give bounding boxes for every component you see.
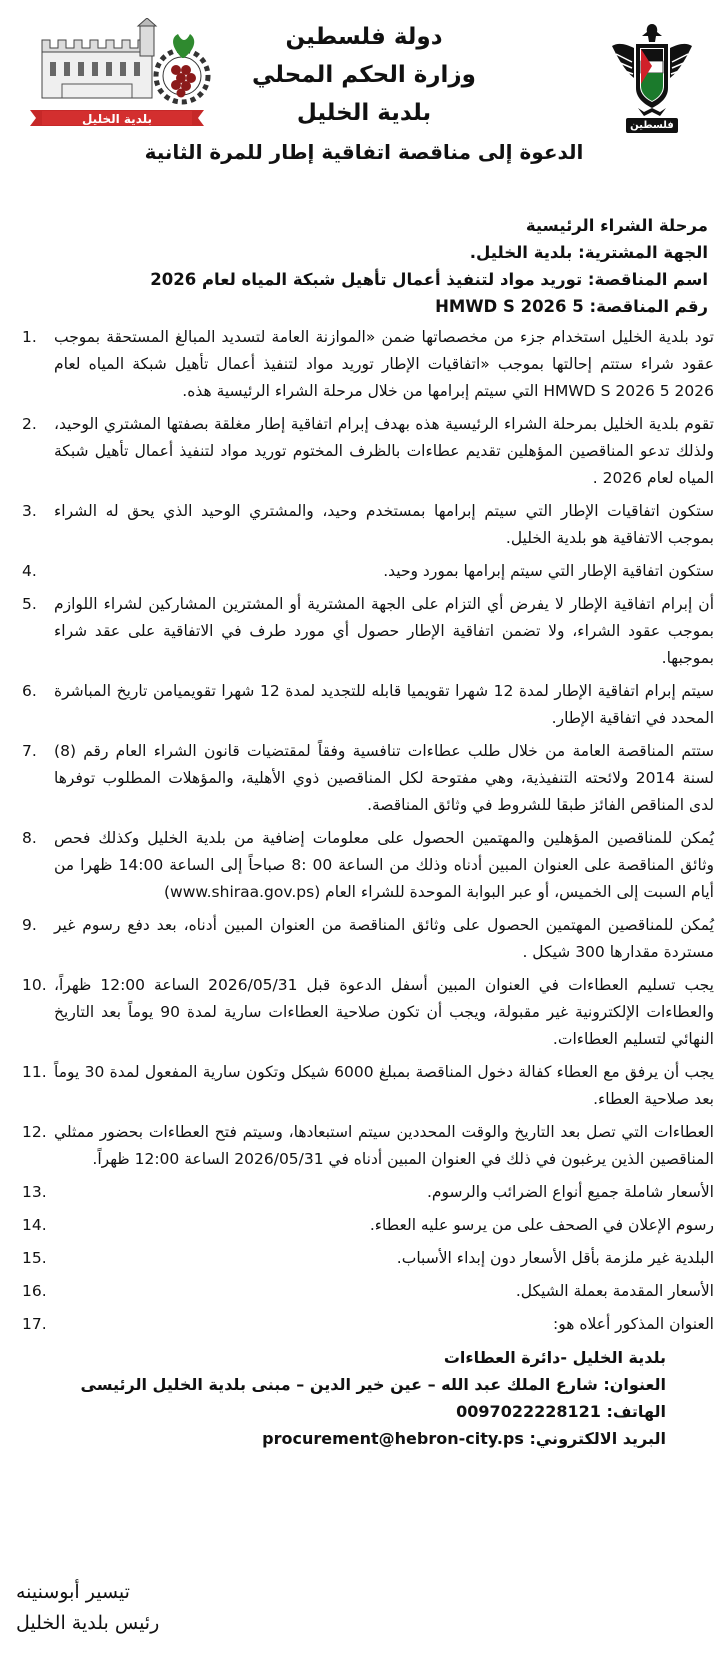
clause-item — [14, 972, 714, 1053]
clause-text: الأسعار المقدمة بعملة الشيكل. — [515, 1282, 714, 1300]
clause-number: 6. — [22, 682, 37, 700]
clause-number: 7. — [22, 742, 37, 760]
tender-name: اسم المناقصة: توريد مواد لتنفيذ أعمال تأهيل شبكة المياه لعام 2026 — [150, 270, 708, 289]
clause-item — [14, 558, 714, 585]
email-link[interactable]: procurement@hebron-city.ps — [262, 1429, 524, 1448]
header-ministry: وزارة الحكم المحلي — [252, 62, 476, 88]
contact-phone — [14, 1398, 666, 1425]
emblem-caption: فلسطين — [630, 120, 674, 131]
clause-text: رسوم الإعلان في الصحف على من يرسو عليه العطاء. — [369, 1216, 714, 1234]
tender-number — [14, 293, 708, 320]
clause-item — [14, 1212, 714, 1239]
clause-number: 14. — [22, 1216, 47, 1234]
clause-text: سيتم إبرام اتفاقية الإطار لمدة 12 شهرا تقويميا قابله للتجديد لمدة 12 شهرا تقويميامن تاريخ المباشرة المحدد في اتفاقية الإطار. — [54, 682, 714, 727]
clause-item — [14, 1059, 714, 1113]
clause-item — [14, 738, 714, 819]
clause-item — [14, 324, 714, 405]
clause-item — [14, 678, 714, 732]
clause-number: 11. — [22, 1063, 47, 1081]
clause-text: تقوم بلدية الخليل بمرحلة الشراء الرئيسية هذه بهدف إبرام اتفاقية إطار مغلقة بصفتها المشتري الوحيد، ولذلك تدعو المناقصين المؤهلين تقديم عطاءات بالظرف المختوم توريد مواد لتنفيذ أعمال تأهيل شبكة المياه لعام 2026 . — [54, 415, 714, 487]
tender-title: الدعوة إلى مناقصة اتفاقية إطار للمرة الثانية — [144, 140, 584, 164]
clause-text: العطاءات التي تصل بعد التاريخ والوقت المحددين سيتم استبعادها، وسيتم فتح العطاءات بحضور ممثلي المناقصين الذين يرغبون في ذلك في العنوان المبين أدناه في 2026/05/31 الساعة 12:00 ظهراً. — [54, 1123, 714, 1168]
palestine-eagle-emblem-icon — [604, 18, 700, 136]
tender-number-label: رقم المناقصة: — [589, 297, 708, 316]
clauses-list — [14, 324, 714, 1338]
signatory-name: تيسير أبوسنينه — [16, 1581, 130, 1603]
clause-number: 3. — [22, 502, 37, 520]
header-municipality: بلدية الخليل — [296, 100, 432, 126]
clause-number: 9. — [22, 916, 37, 934]
clause-text: يُمكن للمناقصين المهتمين الحصول على وثائق المناقصة من العنوان المبين أدناه، بعد دفع رسوم غير مستردة مقدارها 300 شيكل . — [54, 916, 714, 961]
clause-number: 17. — [22, 1315, 47, 1333]
hebron-municipality-logo — [22, 18, 212, 138]
contact-department: بلدية الخليل -دائرة العطاءات — [443, 1348, 666, 1367]
clause-number: 2. — [22, 415, 37, 433]
clause-number: 12. — [22, 1123, 47, 1141]
clause-item — [14, 591, 714, 672]
clause-text: أن إبرام اتفاقية الإطار لا يفرض أي التزام على الجهة المشترية أو المشترين المشاركين لشراء اللوازم بموجب عقود الشراء، ولا تضمن اتفاقية الإطار حصول أي مورد طرف في الاتفاقية على عقد شراء بموجبها. — [54, 595, 714, 667]
buyer-entity: الجهة المشترية: بلدية الخليل. — [469, 243, 708, 262]
clause-text: الأسعار شاملة جميع أنواع الضرائب والرسوم. — [426, 1183, 714, 1201]
clause-number: 10. — [22, 976, 47, 994]
clause-text: العنوان المذكور أعلاه هو: — [553, 1315, 714, 1333]
email-label: البريد الالكتروني: — [529, 1429, 666, 1448]
clause-number: 4. — [22, 562, 37, 580]
clause-item — [14, 498, 714, 552]
header — [14, 10, 714, 206]
clause-item — [14, 411, 714, 492]
header-state: دولة فلسطين — [285, 24, 443, 50]
clause-number: 13. — [22, 1183, 47, 1201]
procurement-stage: مرحلة الشراء الرئيسية — [525, 216, 708, 235]
clause-item — [14, 1179, 714, 1206]
clause-text: ستكون اتفاقية الإطار التي سيتم إبرامها بمورد وحيد. — [383, 562, 714, 580]
signatory-title: رئيس بلدية الخليل — [16, 1612, 160, 1634]
signature-block — [16, 1577, 159, 1639]
clause-number: 5. — [22, 595, 37, 613]
contact-block — [14, 1344, 714, 1452]
phone-value: 0097022228121 — [456, 1402, 601, 1421]
clause-item — [14, 912, 714, 966]
clause-text: البلدية غير ملزمة بأقل الأسعار دون إبداء الأسباب. — [396, 1249, 714, 1267]
clause-item — [14, 825, 714, 906]
tender-number-value: HMWD S 2026 5 — [435, 297, 584, 316]
clause-item — [14, 1311, 714, 1338]
clause-number: 8. — [22, 829, 37, 847]
logo-banner-text: بلدية الخليل — [81, 112, 153, 126]
contact-email — [14, 1425, 666, 1452]
clause-text: يُمكن للمناقصين المؤهلين والمهتمين الحصول على معلومات إضافية من بلدية الخليل وكذلك فحص وثائق المناقصة على العنوان المبين أدناه وذلك من الساعة 00 :8 صباحاً إلى الساعة 14:00 ظهرا من أيام السبت إلى الخميس، أو عبر البوابة الموحدة للشراء العام (www.shiraa.gov.ps) — [54, 829, 714, 901]
clause-item — [14, 1119, 714, 1173]
clause-item — [14, 1245, 714, 1272]
clause-item — [14, 1278, 714, 1305]
tender-intro — [14, 212, 714, 320]
clause-text: تود بلدية الخليل استخدام جزء من مخصصاتها ضمن «الموازنة العامة لتسديد المبالغ المستحقة بموجب عقود شراء ستتم إحالتها بموجب «اتفاقيات الإطار توريد مواد لتنفيذ أعمال تأهيل شبكة المياه لعام 2026 HMWD S 2026 5 التي سيتم إبرامها من خلال مرحلة الشراء الرئيسية هذه. — [54, 328, 714, 400]
clause-text: ستتم المناقصة العامة من خلال طلب عطاءات تنافسية وفقاً لمقتضيات قانون الشراء العام رقم (8) لسنة 2014 ولائحته التنفيذية، وهي مفتوحة لكل المناقصين ذوي الأهلية، والمؤهلات المطلوب توفرها لدى المناقص الفائز طبقا للشروط في وثائق المناقصة. — [54, 742, 714, 814]
clause-number: 15. — [22, 1249, 47, 1267]
clause-number: 16. — [22, 1282, 47, 1300]
phone-label: الهاتف: — [606, 1402, 666, 1421]
clause-number: 1. — [22, 328, 37, 346]
clause-text: يجب أن يرفق مع العطاء كفالة دخول المناقصة بمبلغ 6000 شيكل وتكون سارية المفعول لمدة 30 يوماً بعد صلاحية العطاء. — [54, 1063, 714, 1108]
contact-address: العنوان: شارع الملك عبد الله – عين خير الدين – مبنى بلدية الخليل الرئيسى — [80, 1375, 666, 1394]
clause-text: ستكون اتفاقيات الإطار التي سيتم إبرامها بمستخدم وحيد، والمشتري الوحيد الذي يحق له الشراء بموجب الاتفاقية هو بلدية الخليل. — [54, 502, 714, 547]
clause-text: يجب تسليم العطاءات في العنوان المبين أسفل الدعوة قبل 2026/05/31 الساعة 12:00 ظهراً، والعطاءات الإلكترونية غير مقبولة، ويجب أن تكون صلاحية العطاءات سارية لمدة 90 يوماً بعد التاريخ النهائي لتسليم العطاءات. — [54, 976, 714, 1048]
